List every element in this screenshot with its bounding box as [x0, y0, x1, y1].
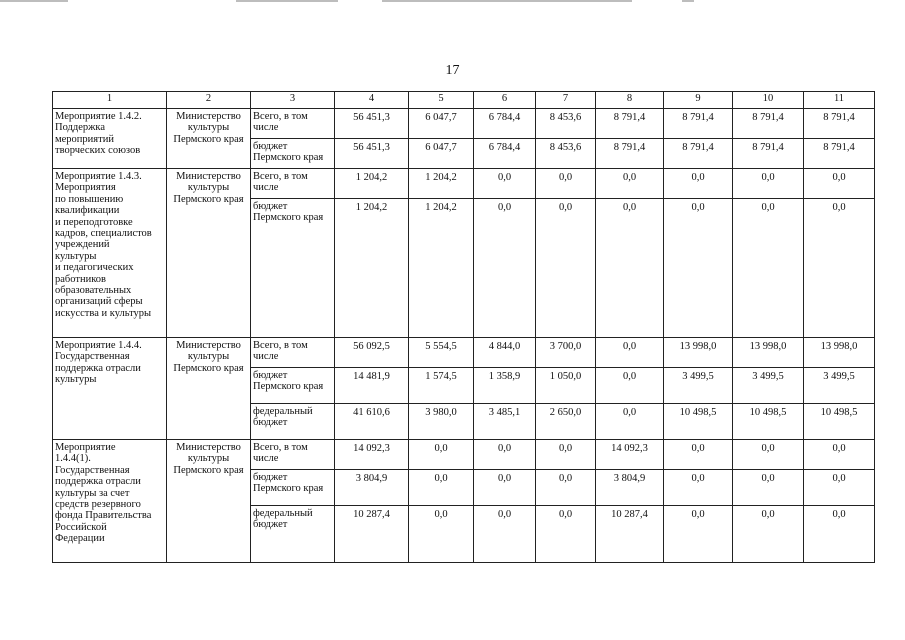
funding-source-cell: Всего, в том числе	[251, 338, 335, 368]
value-text: 1 050,0	[549, 371, 582, 382]
page-number: 17	[445, 63, 460, 78]
executor-cell: Министерство культуры Пермского края	[167, 169, 251, 338]
value-cell	[409, 169, 474, 199]
value-text: 8 791,4	[613, 142, 646, 153]
value-cell	[804, 139, 875, 169]
value-text: 1 204,2	[355, 202, 388, 213]
value-text: 0,0	[761, 443, 775, 454]
value-cell	[474, 199, 536, 338]
value-cell	[596, 404, 664, 440]
value-text: 56 451,3	[353, 142, 390, 153]
value-cell	[335, 470, 409, 506]
value-text: 0,0	[434, 509, 448, 520]
value-cell	[409, 139, 474, 169]
value-cell	[536, 404, 596, 440]
value-text: 1 204,2	[425, 172, 457, 183]
value-text: 3 499,5	[752, 371, 784, 382]
value-text: 0,0	[761, 509, 775, 520]
funding-source-cell: Всего, в том числе	[251, 169, 335, 199]
value-text: 0,0	[761, 172, 775, 183]
value-cell	[804, 506, 875, 563]
value-cell	[804, 404, 875, 440]
value-cell	[474, 139, 536, 169]
value-cell	[733, 368, 804, 404]
scan-edge-line	[382, 0, 632, 2]
value-text: 0,0	[761, 202, 775, 213]
value-cell	[474, 440, 536, 470]
value-cell	[664, 506, 733, 563]
value-text: 0,0	[434, 443, 448, 454]
value-cell	[596, 368, 664, 404]
value-text: 8 791,4	[682, 112, 714, 123]
value-cell	[733, 139, 804, 169]
value-text: 56 451,3	[353, 112, 390, 123]
funding-source-cell: бюджет Пермского края	[251, 470, 335, 506]
value-text: 0,0	[622, 407, 637, 418]
value-text: 0,0	[622, 371, 637, 382]
funding-source-cell: Всего, в том числе	[251, 109, 335, 139]
value-text: 0,0	[497, 509, 512, 520]
value-cell	[409, 368, 474, 404]
value-cell	[664, 139, 733, 169]
budget-table	[52, 91, 875, 563]
value-cell	[409, 199, 474, 338]
value-text: 0,0	[558, 202, 573, 213]
value-cell	[596, 440, 664, 470]
header-cell: 3	[251, 92, 335, 109]
value-text: 0,0	[832, 443, 846, 454]
value-text: 10 287,4	[611, 509, 648, 520]
value-cell	[596, 506, 664, 563]
measure-cell: Мероприятие 1.4.3. Мероприятия по повышению квалификации и переподготовке кадров, специалистов учреждений культуры и педагогических работников образовательных организаций сферы искусства и культуры	[53, 169, 167, 338]
value-cell	[474, 109, 536, 139]
value-cell	[664, 470, 733, 506]
value-cell	[733, 506, 804, 563]
value-cell	[536, 338, 596, 368]
value-text: 41 610,6	[353, 407, 390, 418]
table-row	[53, 109, 875, 139]
header-cell: 11	[804, 92, 875, 109]
value-cell	[409, 338, 474, 368]
header-cell: 5	[409, 92, 474, 109]
value-cell	[335, 368, 409, 404]
value-cell	[664, 109, 733, 139]
value-cell	[474, 368, 536, 404]
value-cell	[536, 470, 596, 506]
value-cell	[335, 404, 409, 440]
value-text: 2 650,0	[549, 407, 582, 418]
value-cell	[733, 470, 804, 506]
value-text: 6 047,7	[425, 142, 457, 153]
value-cell	[335, 199, 409, 338]
value-text: 1 204,2	[355, 172, 388, 183]
value-cell	[409, 470, 474, 506]
funding-source-cell: федеральный бюджет	[251, 506, 335, 563]
value-cell	[536, 368, 596, 404]
measure-cell: Мероприятие 1.4.4. Государственная поддержка отрасли культуры	[53, 338, 167, 440]
value-text: 6 784,4	[488, 142, 521, 153]
value-cell	[474, 506, 536, 563]
funding-source-cell: федеральный бюджет	[251, 404, 335, 440]
value-cell	[804, 199, 875, 338]
value-cell	[335, 338, 409, 368]
value-cell	[596, 338, 664, 368]
value-text: 13 998,0	[679, 341, 717, 352]
value-text: 8 791,4	[752, 112, 784, 123]
table-row	[53, 169, 875, 199]
value-text: 5 554,5	[425, 341, 457, 352]
value-cell	[596, 109, 664, 139]
value-text: 10 498,5	[820, 407, 858, 418]
value-text: 14 092,3	[353, 443, 390, 454]
value-text: 3 804,9	[613, 473, 646, 484]
value-text: 0,0	[691, 473, 705, 484]
value-cell	[335, 169, 409, 199]
value-text: 8 791,4	[752, 142, 784, 153]
value-text: 0,0	[691, 172, 705, 183]
value-text: 0,0	[832, 172, 846, 183]
executor-cell: Министерство культуры Пермского края	[167, 109, 251, 169]
value-cell	[536, 440, 596, 470]
value-text: 6 784,4	[488, 112, 521, 123]
value-text: 13 998,0	[749, 341, 787, 352]
value-text: 0,0	[832, 509, 846, 520]
value-cell	[536, 139, 596, 169]
value-text: 14 092,3	[611, 443, 648, 454]
table-row	[53, 440, 875, 470]
value-text: 0,0	[832, 473, 846, 484]
funding-source-cell: Всего, в том числе	[251, 440, 335, 470]
value-cell	[804, 470, 875, 506]
value-text: 8 791,4	[613, 112, 646, 123]
measure-cell: Мероприятие 1.4.4(1). Государственная поддержка отрасли культуры за счет средств резервного фонда Правительства Российской Федерации	[53, 440, 167, 563]
value-text: 0,0	[622, 172, 637, 183]
value-cell	[536, 169, 596, 199]
value-cell	[733, 169, 804, 199]
value-cell	[664, 199, 733, 338]
value-text: 0,0	[497, 202, 512, 213]
value-text: 0,0	[558, 509, 573, 520]
scan-edge-line	[236, 0, 338, 2]
value-cell	[335, 506, 409, 563]
value-cell	[664, 404, 733, 440]
value-text: 0,0	[558, 443, 573, 454]
value-cell	[733, 109, 804, 139]
value-text: 10 498,5	[679, 407, 717, 418]
value-cell	[664, 440, 733, 470]
value-text: 0,0	[691, 509, 705, 520]
table-row	[53, 338, 875, 368]
value-cell	[664, 368, 733, 404]
value-cell	[596, 139, 664, 169]
value-cell	[409, 440, 474, 470]
header-cell: 6	[474, 92, 536, 109]
value-text: 0,0	[761, 473, 775, 484]
value-text: 0,0	[558, 172, 573, 183]
value-text: 3 700,0	[549, 341, 582, 352]
value-text: 0,0	[622, 341, 637, 352]
scan-edge-line	[682, 0, 694, 2]
scan-edge-line	[0, 0, 68, 2]
value-text: 1 204,2	[425, 202, 457, 213]
header-cell: 9	[664, 92, 733, 109]
value-text: 8 791,4	[682, 142, 714, 153]
value-cell	[474, 338, 536, 368]
value-cell	[596, 199, 664, 338]
value-text: 3 499,5	[682, 371, 714, 382]
value-text: 3 980,0	[425, 407, 457, 418]
value-cell	[335, 440, 409, 470]
value-cell	[664, 169, 733, 199]
value-cell	[335, 109, 409, 139]
value-cell	[409, 506, 474, 563]
value-text: 0,0	[691, 202, 705, 213]
value-text: 13 998,0	[820, 341, 858, 352]
value-text: 0,0	[434, 473, 448, 484]
value-text: 56 092,5	[353, 341, 390, 352]
value-cell	[536, 109, 596, 139]
value-text: 0,0	[622, 202, 637, 213]
value-cell	[664, 338, 733, 368]
value-text: 8 791,4	[823, 142, 855, 153]
value-text: 8 791,4	[823, 112, 855, 123]
value-text: 14 481,9	[353, 371, 390, 382]
value-cell	[733, 199, 804, 338]
value-text: 4 844,0	[488, 341, 521, 352]
funding-source-cell: бюджет Пермского края	[251, 368, 335, 404]
value-cell	[804, 440, 875, 470]
value-cell	[474, 404, 536, 440]
value-text: 8 453,6	[549, 142, 582, 153]
measure-cell: Мероприятие 1.4.2. Поддержка мероприятий творческих союзов	[53, 109, 167, 169]
header-row	[53, 92, 875, 109]
value-cell	[596, 470, 664, 506]
value-text: 0,0	[691, 443, 705, 454]
value-text: 0,0	[832, 202, 846, 213]
funding-source-cell: бюджет Пермского края	[251, 199, 335, 338]
value-cell	[804, 368, 875, 404]
value-cell	[804, 169, 875, 199]
header-cell: 2	[167, 92, 251, 109]
value-text: 6 047,7	[425, 112, 457, 123]
value-text: 1 358,9	[488, 371, 521, 382]
value-text: 0,0	[558, 473, 573, 484]
value-text: 10 498,5	[749, 407, 787, 418]
value-cell	[474, 470, 536, 506]
value-text: 1 574,5	[425, 371, 457, 382]
header-cell: 8	[596, 92, 664, 109]
value-cell	[409, 109, 474, 139]
value-cell	[335, 139, 409, 169]
value-cell	[536, 506, 596, 563]
value-cell	[409, 404, 474, 440]
value-text: 0,0	[497, 443, 512, 454]
table-body	[53, 109, 875, 563]
value-cell	[474, 169, 536, 199]
header-cell: 1	[53, 92, 167, 109]
executor-cell: Министерство культуры Пермского края	[167, 440, 251, 563]
value-cell	[733, 338, 804, 368]
value-text: 3 485,1	[488, 407, 521, 418]
value-text: 3 804,9	[355, 473, 388, 484]
header-cell: 10	[733, 92, 804, 109]
value-cell	[733, 404, 804, 440]
executor-cell: Министерство культуры Пермского края	[167, 338, 251, 440]
value-text: 8 453,6	[549, 112, 582, 123]
value-text: 3 499,5	[823, 371, 855, 382]
value-text: 0,0	[497, 172, 512, 183]
value-cell	[804, 109, 875, 139]
funding-source-cell: бюджет Пермского края	[251, 139, 335, 169]
value-cell	[596, 169, 664, 199]
value-cell	[536, 199, 596, 338]
value-cell	[733, 440, 804, 470]
value-text: 10 287,4	[353, 509, 390, 520]
value-text: 0,0	[497, 473, 512, 484]
header-cell: 4	[335, 92, 409, 109]
header-cell: 7	[536, 92, 596, 109]
value-cell	[804, 338, 875, 368]
